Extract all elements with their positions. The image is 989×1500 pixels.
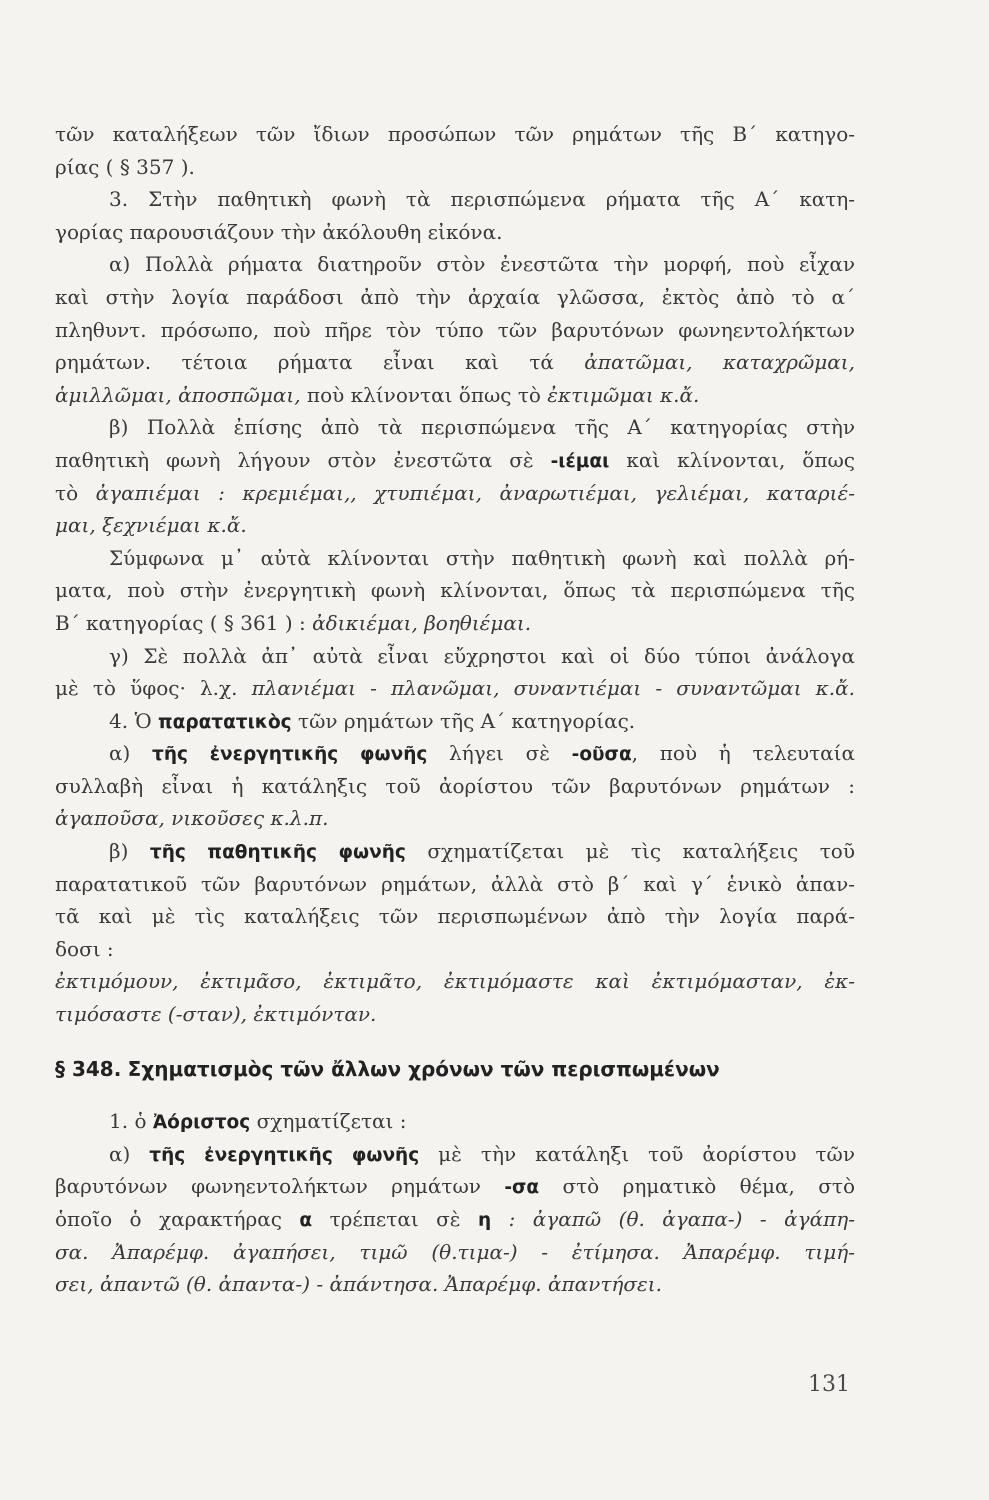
text-line: Β΄ κατηγορίας ( § 361 ) : ἀδικιέμαι, βοηθιέμαι. — [55, 610, 532, 635]
text-line: ρημάτων. τέτοια ρήματα εἶναι καὶ τά ἀπατῶμαι, καταχρῶμαι, — [55, 350, 855, 375]
text-line: ἀγαποῦσα, νικοῦσες κ.λ.π. — [55, 806, 329, 831]
text-line: ματα, ποὺ στὴν ἐνεργητικὴ φωνὴ κλίνονται, ὅπως τὰ περισπώμενα τῆς — [55, 578, 855, 603]
text-line: α) Πολλὰ ρήματα διατηροῦν στὸν ἐνεστῶτα τὴν μορφή, ποὺ εἶχαν — [109, 252, 855, 277]
page-body — [55, 118, 855, 1301]
text-line: α) τῆς ἐνεργητικῆς φωνῆς μὲ τὴν κατάληξι τοῦ ἀορίστου τῶν — [109, 1141, 855, 1166]
section-heading — [55, 1053, 855, 1086]
text-line: ὁποῖο ὁ χαρακτήρας α τρέπεται σὲ η : ἀγαπῶ (θ. ἀγαπα-) - ἀγάπη- — [55, 1207, 855, 1231]
text-line: δοσι : — [55, 936, 114, 961]
text-line: σει, ἀπαντῶ (θ. ἀπαντα-) - ἀπάντησα. Ἀπαρέμφ. ἀπαντήσει. — [55, 1272, 662, 1297]
page-number: 131 — [808, 1372, 850, 1397]
text-line: γ) Σὲ πολλὰ ἀπ᾽ αὐτὰ εἶναι εὔχρηστοι καὶ οἱ δύο τύποι ἀνάλογα — [109, 643, 855, 668]
text-line: β) τῆς παθητικῆς φωνῆς σχηματίζεται μὲ τὶς καταλήξεις τοῦ — [109, 839, 855, 864]
text-line: σα. Ἀπαρέμφ. ἀγαπήσει, τιμῶ (θ.τιμα-) - ἐτίμησα. Ἀπαρέμφ. τιμή- — [55, 1239, 855, 1264]
text-line: τῶν καταλήξεων τῶν ἴδιων προσώπων τῶν ρημάτων τῆς Β΄ κατηγο- — [55, 122, 855, 146]
text-line: 3. Στὴν παθητικὴ φωνὴ τὰ περισπώμενα ρήματα τῆς Α΄ κατη- — [109, 187, 855, 212]
text-line: α) τῆς ἐνεργητικῆς φωνῆς λήγει σὲ -οῦσα, ποὺ ἡ τελευταία — [109, 741, 856, 766]
section-title: Σχηματισμὸς τῶν ἄλλων χρόνων τῶν περισπωμένων — [127, 1056, 720, 1081]
text-line: καὶ στὴν λογία παράδοσι ἀπὸ τὴν ἀρχαία γλῶσσα, ἐκτὸς ἀπὸ τὸ α΄ — [55, 284, 855, 309]
text-line: 4. Ὁ παρατατικὸς τῶν ρημάτων τῆς Α΄ κατηγορίας. — [109, 708, 636, 733]
text-line: παρατατικοῦ τῶν βαρυτόνων ρημάτων, ἀλλὰ στὸ β΄ καὶ γ΄ ἑνικὸ ἀπαν- — [55, 871, 855, 896]
text-line: 1. ὁ Ἀόριστος σχηματίζεται : — [109, 1109, 407, 1134]
text-line: πληθυντ. πρόσωπο, ποὺ πῆρε τὸν τύπο τῶν βαρυτόνων φωνηεντολήκτων — [55, 317, 855, 342]
text-line: γορίας παρουσιάζουν τὴν ἀκόλουθη εἰκόνα. — [55, 219, 503, 244]
text-line: ἐκτιμόμουν, ἐκτιμᾶσο, ἐκτιμᾶτο, ἐκτιμόμαστε καὶ ἐκτιμόμασταν, ἐκ- — [55, 969, 855, 994]
text-line: τιμόσαστε (-σταν), ἐκτιμόνταν. — [55, 1002, 377, 1027]
text-line: βαρυτόνων φωνηεντολήκτων ρημάτων -σα στὸ ρηματικὸ θέμα, στὸ — [55, 1174, 855, 1199]
text-line: μαι, ξεχνιέμαι κ.ἄ. — [55, 513, 247, 538]
text-line: β) Πολλὰ ἐπίσης ἀπὸ τὰ περισπώμενα τῆς Α΄ κατηγορίας στὴν — [109, 415, 855, 440]
text-line: τᾶ καὶ μὲ τὶς καταλήξεις τῶν περισπωμένων ἀπὸ τὴν λογία παρά- — [55, 904, 855, 929]
text-line: συλλαβὴ εἶναι ἡ κατάληξις τοῦ ἀορίστου τῶν βαρυτόνων ρημάτων : — [55, 773, 855, 798]
text-line: ρίας ( § 357 ). — [55, 154, 195, 179]
text-line: παθητικὴ φωνὴ λήγουν στὸν ἐνεστῶτα σὲ -ιέμαι καὶ κλίνονται, ὅπως — [55, 447, 855, 472]
text-line: τὸ ἀγαπιέμαι : κρεμιέμαι,, χτυπιέμαι, ἀναρωτιέμαι, γελιέμαι, καταριέ- — [55, 480, 855, 505]
section-number: § 348. — [55, 1056, 122, 1081]
text-line: Σύμφωνα μ᾽ αὐτὰ κλίνονται στὴν παθητικὴ φωνὴ καὶ πολλὰ ρή- — [109, 545, 855, 570]
text-line: ἁμιλλῶμαι, ἀποσπῶμαι, ποὺ κλίνονται ὅπως τὸ ἐκτιμῶμαι κ.ἄ. — [55, 382, 700, 407]
text-line: μὲ τὸ ὕφος· λ.χ. πλανιέμαι - πλανῶμαι, συναντιέμαι - συναντῶμαι κ.ἄ. — [55, 676, 855, 701]
